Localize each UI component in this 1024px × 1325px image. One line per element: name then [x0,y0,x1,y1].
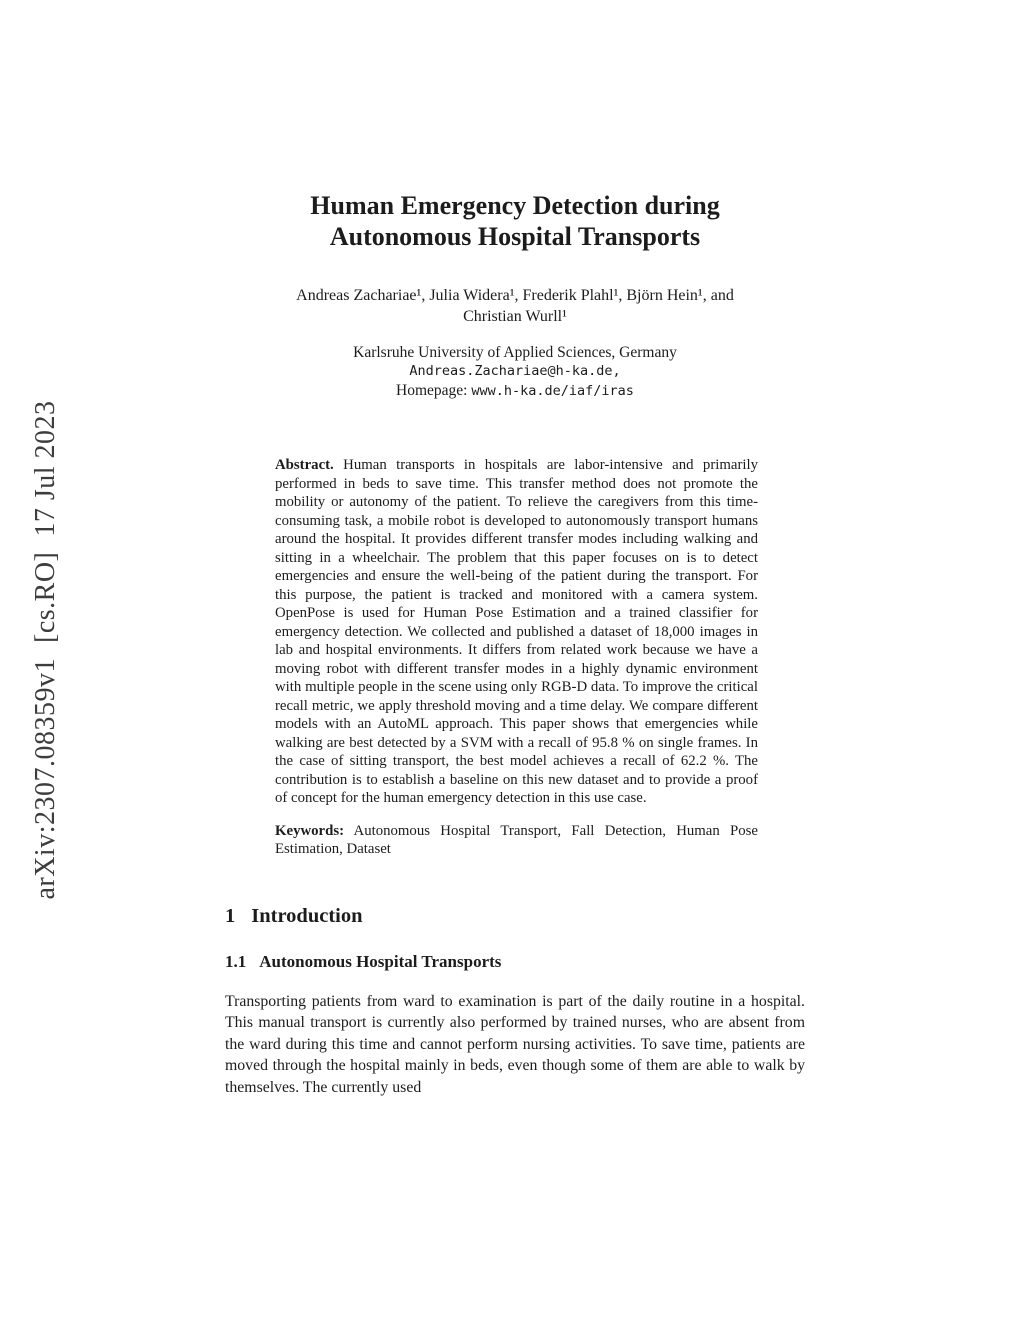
author-line-2: Christian Wurll¹ [463,308,567,325]
paper-content [225,190,805,1098]
homepage-label: Homepage: [396,382,472,399]
affiliation-block [225,343,805,401]
paper-title-line-2: Autonomous Hospital Transports [329,222,701,251]
homepage-line [225,381,805,401]
section-number: 1 [225,904,236,927]
section-heading-introduction [225,903,805,929]
subsection-number: 1.1 [225,951,247,971]
paper-title-line-1: Human Emergency Detection during [310,191,720,220]
keywords-label: Keywords: [275,822,345,839]
subsection-heading-autonomous-hospital-transports [225,951,805,973]
abstract-text: Human transports in hospitals are labor-intensive and primarily performed in beds to save time. This transfer method does not promote the mobility or autonomy of the patient. To relieve the caregivers from this time-consuming task, a mobile robot is developed to autonomously transport humans around the hospital. It provides different transfer modes including walking and sitting in a wheelchair. The problem that this paper focuses on is to detect emergencies and ensure the well-being of the patient during the transport. For this purpose, the patient is tracked and monitored with a camera system. OpenPose is used for Human Pose Estimation and a trained classifier for emergency detection. We collected and published a dataset of 18,000 images in lab and hospital environments. It differs from related work because we have a moving robot with different transfer modes in a highly dynamic environment with multiple people in the scene using only RGB-D data. To improve the critical recall metric, we apply threshold moving and a time delay. We compare different models with an AutoML approach. This paper shows that emergencies while walking are best detected by a SVM with a recall of 95.8 % on single frames. In the case of sitting transport, the best model achieves a recall of 62.2 %. The contribution is to establish a baseline on this new dataset and to provide a proof of concept for the human emergency detection in this use case. [275,457,758,806]
section-title: Introduction [251,904,363,927]
subsection-title: Autonomous Hospital Transports [259,951,502,971]
author-line-1: Andreas Zachariae¹, Julia Widera¹, Frederik Plahl¹, Björn Hein¹, and [296,287,734,304]
author-email: Andreas.Zachariae@h-ka.de, [409,363,621,379]
abstract-label: Abstract. [275,457,334,473]
abstract [275,456,758,808]
intro-paragraph: Transporting patients from ward to examination is part of the daily routine in a hospital. This manual transport is currently also performed by trained nurses, who are absent from the ward during this time and cannot perform nursing activities. To save time, patients are moved through the hospital mainly in beds, even though some of them are able to walk by themselves. The currently used [225,992,805,1096]
homepage-url: www.h-ka.de/iaf/iras [471,383,634,399]
author-list [225,285,805,327]
affiliation-line: Karlsruhe University of Applied Sciences, Germany [353,344,677,361]
arxiv-watermark: arXiv:2307.08359v1 [cs.RO] 17 Jul 2023 [30,400,61,900]
keywords [275,822,758,859]
keywords-text: Autonomous Hospital Transport, Fall Detection, Human Pose Estimation, Dataset [275,822,758,857]
paper-title [225,190,805,252]
